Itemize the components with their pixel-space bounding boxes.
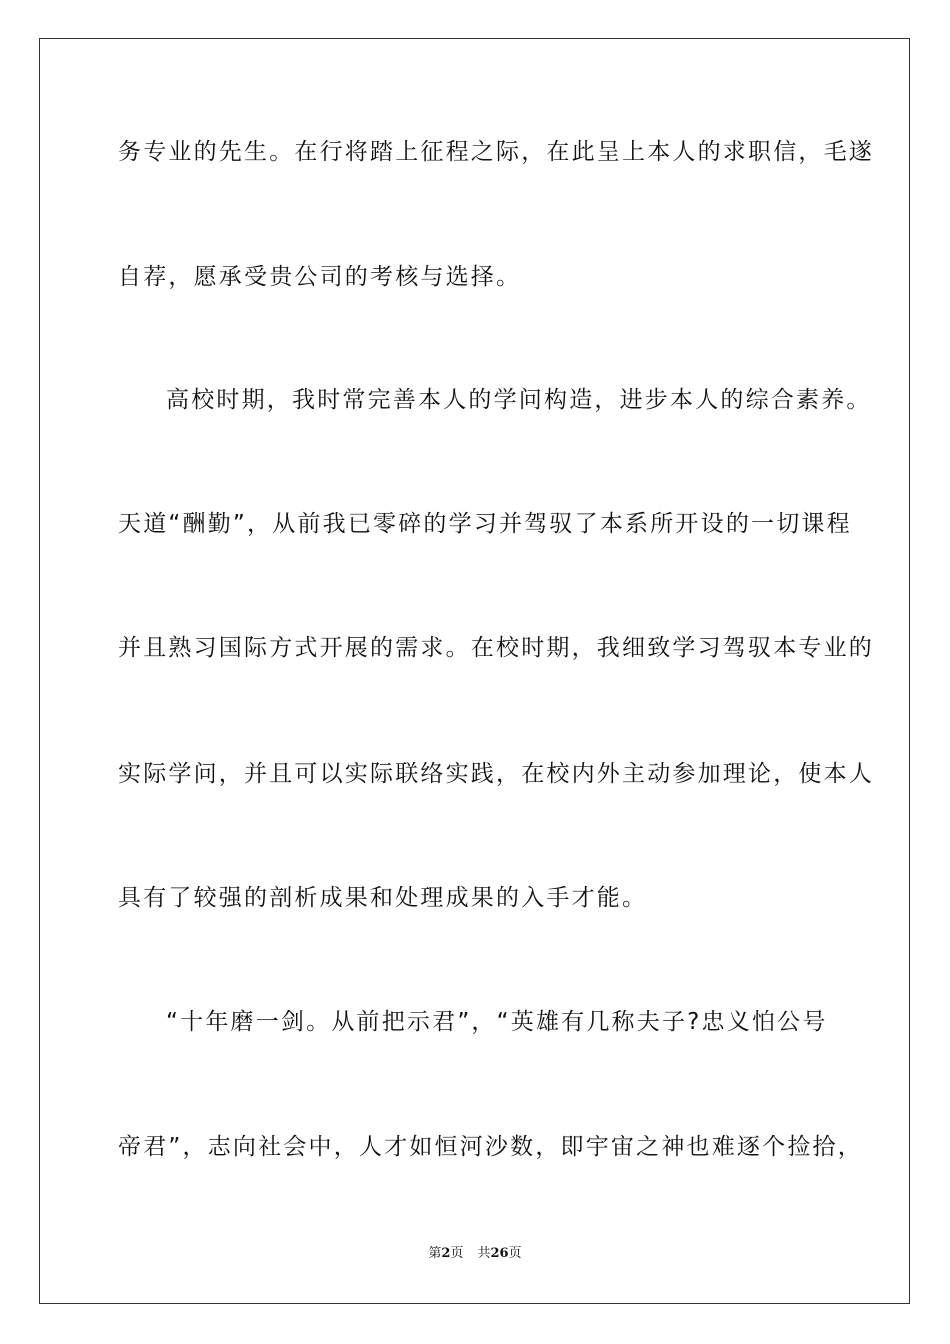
body-line-9: 帝君”，志向社会中，人才如恒河沙数，即宇宙之神也难逐个捡拾， xyxy=(118,1134,863,1160)
body-line-2: 自荐，愿承受贵公司的考核与选择。 xyxy=(118,264,522,290)
footer-page-prefix: 第 xyxy=(428,1246,442,1261)
body-line-5: 并且熟习国际方式开展的需求。在校时期，我细致学习驾驭本专业的 xyxy=(118,635,874,661)
footer-total-suffix: 页 xyxy=(508,1246,522,1261)
body-line-7: 具有了较强的剖析成果和处理成果的入手才能。 xyxy=(118,885,648,911)
page-footer xyxy=(0,1246,950,1262)
footer-page-number: 2 xyxy=(441,1246,451,1261)
footer-page-suffix: 页 xyxy=(450,1246,464,1261)
footer-total-prefix: 共 xyxy=(477,1246,491,1261)
body-line-1: 务专业的先生。在行将踏上征程之际，在此呈上本人的求职信，毛遂 xyxy=(118,139,874,165)
body-line-8: “十年磨一剑。从前把示君”，“英雄有几称夫子?忠义怕公号 xyxy=(166,1009,828,1035)
body-line-3: 高校时期，我时常完善本人的学问构造，进步本人的综合素养。 xyxy=(166,387,872,413)
body-line-6: 实际学问，并且可以实际联络实践，在校内外主动参加理论，使本人 xyxy=(118,761,874,787)
page-border xyxy=(39,38,910,1304)
footer-total-pages: 26 xyxy=(490,1246,509,1261)
body-line-4: 天道“酬勤”，从前我已零碎的学习并驾驭了本系所开设的一切课程 xyxy=(118,511,852,537)
